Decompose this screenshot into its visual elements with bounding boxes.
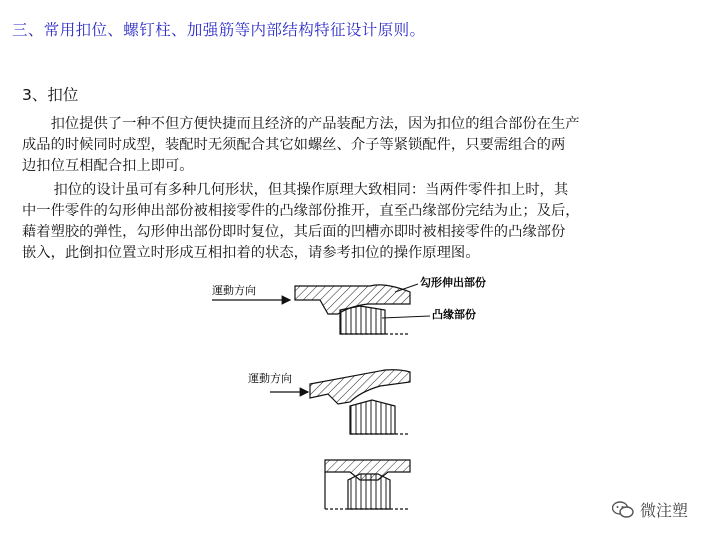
flange-part [348, 474, 390, 509]
section-title: 3、扣位 [22, 86, 79, 104]
paragraph-intro [22, 114, 690, 177]
callout-flange-label: 凸缘部份 [432, 309, 476, 321]
paragraph-line: 成品的时候同时成型，装配时无须配合其它如螺丝、介子等紧锁配件，只要需组合的两 [22, 137, 566, 153]
paragraph-line: 嵌入，此倒扣位置立时形成互相扣着的状态，请参考扣位的操作原理图。 [22, 245, 480, 261]
paragraph-line: 扣位提供了一种不但方便快捷而且经济的产品装配方法，因为扣位的组合部份在生产 [50, 116, 580, 132]
paragraph-line: 藉着塑胶的弹性，勾形伸出部份即时复位，其后面的凹槽亦即时被相接零件的凸缘部份 [22, 224, 566, 240]
paragraph-line: 中一件零件的勾形伸出部份被相接零件的凸缘部份推开，直至凸缘部份完结为止；及后， [22, 203, 580, 219]
direction-label: 運動方向 [212, 285, 256, 297]
callout-line [382, 316, 430, 318]
watermark-text: 微注塑 [640, 501, 689, 520]
wechat-icon [612, 501, 634, 519]
stage-1 [212, 275, 486, 334]
direction-label: 運動方向 [248, 373, 292, 385]
flange-part [340, 306, 385, 334]
flange-part [350, 400, 395, 434]
callout-hook-label: 勾形伸出部份 [420, 277, 486, 289]
hook-part-deflected [310, 370, 410, 404]
watermark [612, 498, 688, 521]
stage-2 [248, 370, 410, 434]
paragraph-line: 扣位的设计虽可有多种几何形状，但其操作原理大致相同：当两件零件扣上时，其 [53, 182, 569, 198]
page-heading: 三、常用扣位、螺钉柱、加强筋等内部结构特征设计原则。 [12, 21, 426, 39]
paragraph-principle [22, 180, 690, 264]
stage-3 [325, 460, 410, 509]
snap-fit-diagram [210, 274, 510, 524]
paragraph-line: 边扣位互相配合扣上即可。 [22, 158, 194, 174]
